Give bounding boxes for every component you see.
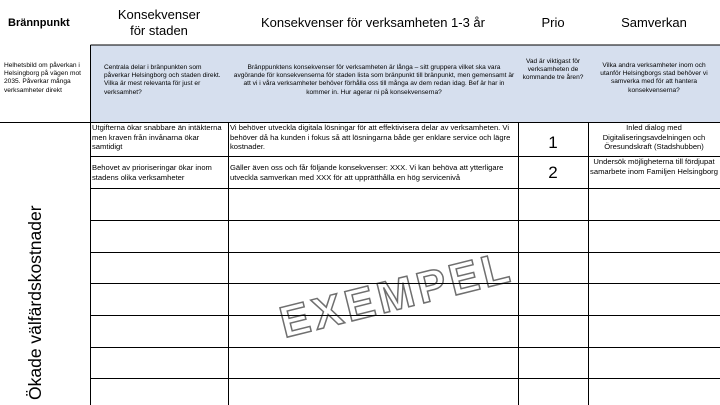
row1-org-consequence: Vi behöver utveckla digitala lösningar för att effektivisera delar av verksamheten. Vi behöver då ha kunden i fokus så att lösningarna både ger enklare service och lägre kostnader. — [230, 123, 511, 152]
row1-prio: 1 — [548, 133, 558, 152]
header-samverkan: Samverkan — [621, 14, 687, 30]
row2-collaboration: Undersök möjligheterna till fördjupat samarbete inom Familjen Helsingborg — [590, 157, 718, 176]
guidance-konsekvenser-staden: Centrala delar i bränpunkten som påverkar Helsingborg och staden direkt. Vilka är mest relevanta för just er verksamhet? — [104, 64, 221, 96]
guidance-branpunkt: Helhetsbild om påverkan i Helsingborg på vägen mot 2035. Påverkar många verksamheter direkt — [4, 62, 81, 94]
category-label-vertical: Ökade välfärdskostnader — [25, 205, 45, 400]
row2-org-consequence: Gäller även oss och får följande konsekvenser: XXX. Vi kan behöva att ytterligare utveckla samverkan med XXX för att upprätthålla en hög servicenivå — [230, 163, 504, 182]
row2-prio: 2 — [548, 163, 558, 182]
guidance-samverkan: Vilka andra verksamheter inom och utanför Helsingborgs stad behöver vi samverka med för att hantera konsekvenserna? — [600, 62, 708, 94]
row2-city-consequence: Behovet av prioriseringar ökar inom stadens olika verksamheter — [92, 163, 212, 182]
header-konsekvenser-verksamheten: Konsekvenser för verksamheten 1-3 år — [261, 14, 485, 30]
guidance-konsekvenser-verksamheten: Bränppunktens konsekvenser för verksamheten är långa – sitt gruppera vilket ska vara avgörande för konsekvenserna för staden lista som bränpunkt till bränpunkt, men gemensamt är att vi i våra verksamheter behöver förhålla oss till många av dem redan idag. Bef är har in kommer in. Hur agerar ni på konsekvenserna? — [233, 64, 515, 96]
row1-collaboration: Inled dialog med Digitaliseringsavdelningen och Öresundskraft (Stadshubben) — [602, 123, 706, 152]
guidance-prio: Vad är viktigast för verksamheten de kommande tre åren? — [522, 58, 584, 82]
row1-city-consequence: Utgifterna ökar snabbare än intäkterna men kraven från invånarna ökar samtidigt — [92, 123, 222, 152]
header-prio: Prio — [541, 14, 565, 30]
header-branpunkt: Brännpunkt — [8, 16, 70, 29]
example-watermark: EXEMPEL — [275, 242, 519, 348]
header-konsekvenser-staden: Konsekvenser för staden — [117, 6, 201, 38]
